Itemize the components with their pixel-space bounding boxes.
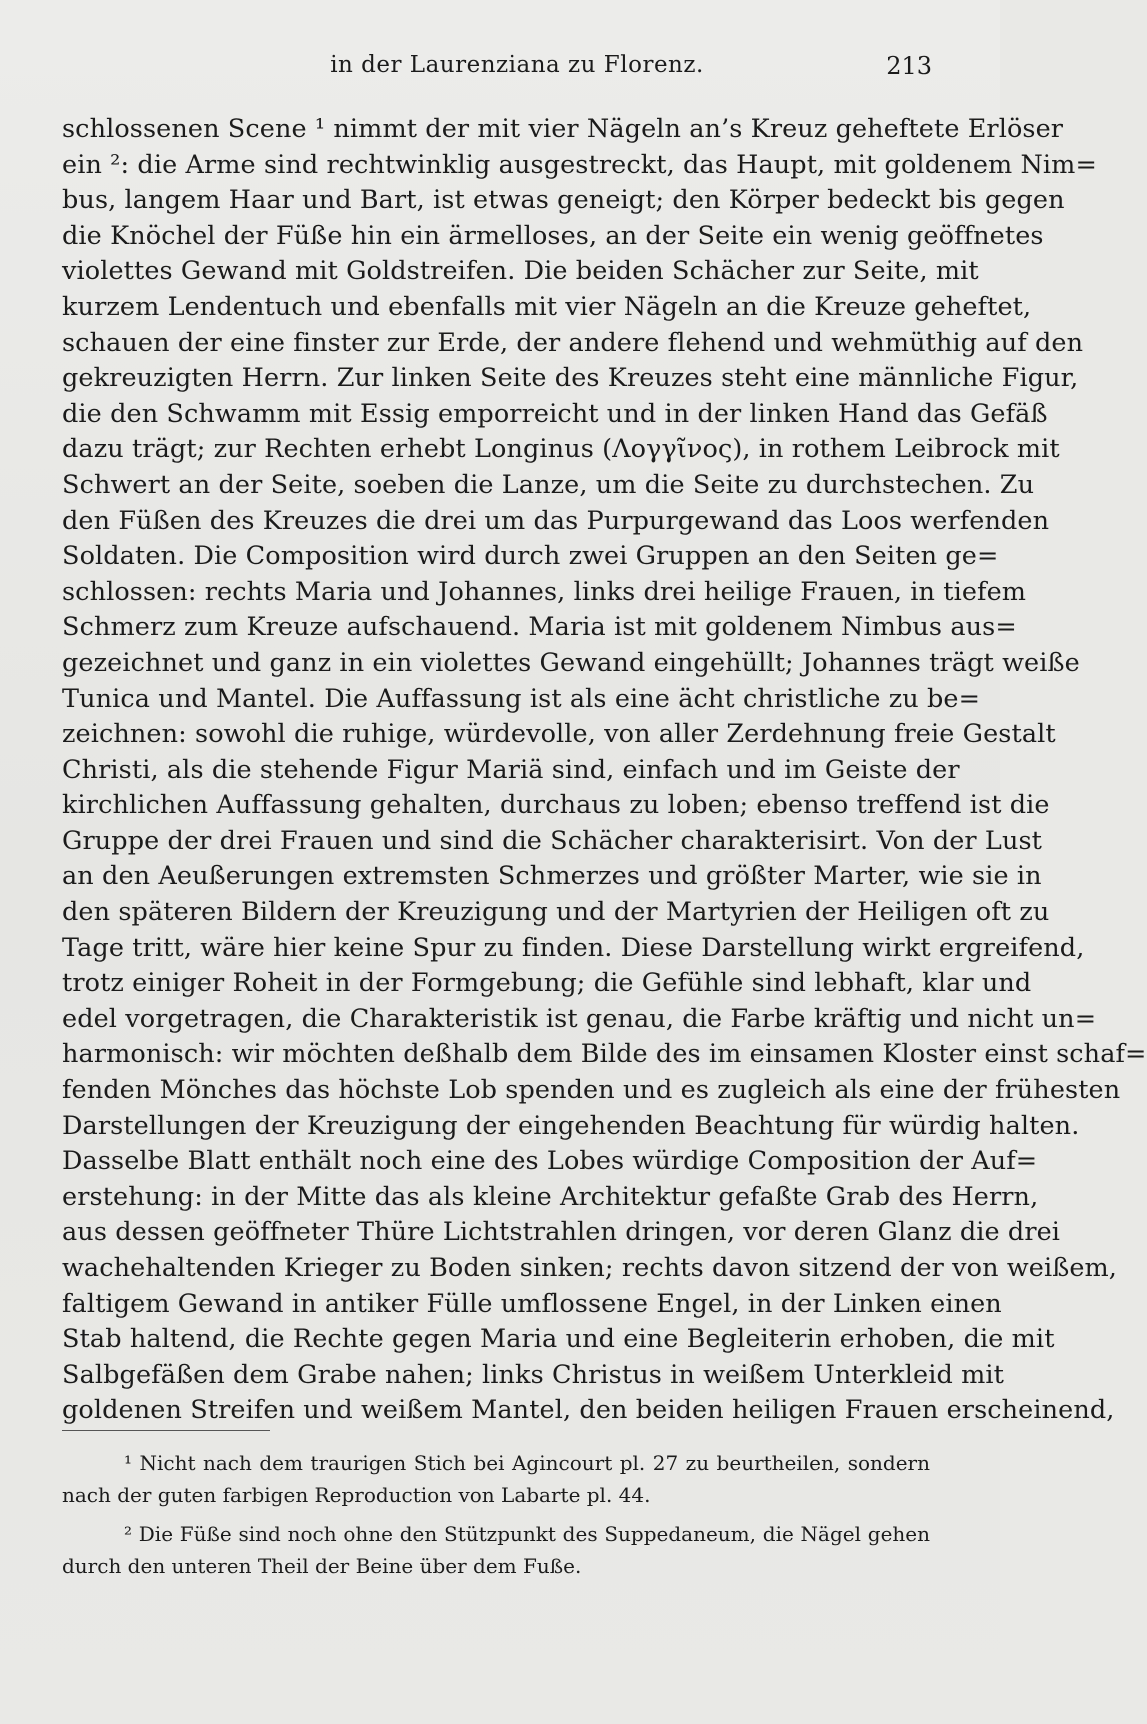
text-line: Tage tritt, wäre hier keine Spur zu finden. Diese Darstellung wirkt ergreifend,: [62, 932, 1085, 963]
footnote-line: nach der guten farbigen Reproduction von Labarte pl. 44.: [62, 1482, 651, 1507]
text-line: harmonisch: wir möchten deßhalb dem Bilde des im einsamen Kloster einst schaf=: [62, 1039, 1147, 1070]
running-title: in der Laurenziana zu Florenz.: [330, 52, 704, 78]
text-line: zeichnen: sowohl die ruhige, würdevolle, von aller Zerdehnung freie Gestalt: [62, 719, 1056, 750]
text-line: bus, langem Haar und Bart, ist etwas geneigt; den Körper bedeckt bis gegen: [62, 185, 1065, 216]
text-line: gekreuzigten Herrn. Zur linken Seite des Kreuzes steht eine männliche Figur,: [62, 363, 1079, 394]
text-line: violettes Gewand mit Goldstreifen. Die beiden Schächer zur Seite, mit: [62, 256, 979, 287]
text-line: den Füßen des Kreuzes die drei um das Purpurgewand das Loos werfenden: [62, 505, 1050, 536]
text-line: ein ²: die Arme sind rechtwinklig ausgestreckt, das Haupt, mit goldenem Nim=: [62, 149, 1097, 180]
text-line: kurzem Lendentuch und ebenfalls mit vier Nägeln an die Kreuze geheftet,: [62, 291, 1032, 322]
footnotes: [62, 1448, 930, 1582]
text-line: den späteren Bildern der Kreuzigung und der Martyrien der Heiligen oft zu: [62, 897, 1050, 928]
body-text: [62, 112, 1147, 1429]
text-line: Schmerz zum Kreuze aufschauend. Maria ist mit goldenem Nimbus aus=: [62, 612, 1017, 643]
text-line: fenden Mönches das höchste Lob spenden und es zugleich als eine der frühesten: [62, 1075, 1121, 1106]
text-line: trotz einiger Roheit in der Formgebung; die Gefühle sind lebhaft, klar und: [62, 968, 1032, 999]
text-line: Schwert an der Seite, soeben die Lanze, um die Seite zu durchstechen. Zu: [62, 469, 1035, 500]
text-line: goldenen Streifen und weißem Mantel, den beiden heiligen Frauen erscheinend,: [62, 1395, 1115, 1426]
text-line: Tunica und Mantel. Die Auffassung ist als eine ächt christliche zu be=: [62, 683, 981, 714]
text-line: gezeichnet und ganz in ein violettes Gewand eingehüllt; Johannes trägt weiße: [62, 647, 1080, 678]
running-head: [62, 52, 932, 88]
text-line: die den Schwamm mit Essig emporreicht und in der linken Hand das Gefäß: [62, 398, 1048, 429]
text-line: Dasselbe Blatt enthält noch eine des Lobes würdige Composition der Auf=: [62, 1146, 1038, 1177]
footnote-line: durch den unteren Theil der Beine über dem Fuße.: [62, 1553, 582, 1578]
footnote-gap: [62, 1511, 930, 1519]
text-line: Soldaten. Die Composition wird durch zwei Gruppen an den Seiten ge=: [62, 541, 999, 572]
footnote-line: ² Die Füße sind noch ohne den Stützpunkt des Suppedaneum, die Nägel gehen: [124, 1522, 930, 1546]
text-line: Darstellungen der Kreuzigung der eingehenden Beachtung für würdig halten.: [62, 1110, 1080, 1141]
text-line: dazu trägt; zur Rechten erhebt Longinus (Λογγῖνος), in rothem Leibrock mit: [62, 434, 1060, 465]
text-line: faltigem Gewand in antiker Fülle umflossene Engel, in der Linken einen: [62, 1288, 1002, 1319]
text-line: edel vorgetragen, die Charakteristik ist genau, die Farbe kräftig und nicht un=: [62, 1003, 1097, 1034]
text-line: aus dessen geöffneter Thüre Lichtstrahlen dringen, vor deren Glanz die drei: [62, 1217, 1061, 1248]
text-line: Stab haltend, die Rechte gegen Maria und eine Begleiterin erhoben, die mit: [62, 1324, 1055, 1355]
text-line: die Knöchel der Füße hin ein ärmelloses, an der Seite ein wenig geöffnetes: [62, 220, 1044, 251]
footnote-divider: [62, 1430, 270, 1431]
text-line: Gruppe der drei Frauen und sind die Schächer charakterisirt. Von der Lust: [62, 825, 1043, 856]
text-line: an den Aeußerungen extremsten Schmerzes und größter Marter, wie sie in: [62, 861, 1042, 892]
text-line: erstehung: in der Mitte das als kleine Architektur gefaßte Grab des Herrn,: [62, 1181, 1039, 1212]
text-line: wachehaltenden Krieger zu Boden sinken; rechts davon sitzend der von weißem,: [62, 1253, 1118, 1283]
text-line: schlossen: rechts Maria und Johannes, links drei heilige Frauen, in tiefem: [62, 576, 1027, 607]
text-line: schlossenen Scene ¹ nimmt der mit vier Nägeln an’s Kreuz geheftete Erlöser: [62, 114, 1064, 144]
text-line: Salbgefäßen dem Grabe nahen; links Christus in weißem Unterkleid mit: [62, 1359, 1004, 1390]
text-line: kirchlichen Auffassung gehalten, durchaus zu loben; ebenso treffend ist die: [62, 790, 1050, 821]
text-line: Christi, als die stehende Figur Mariä sind, einfach und im Geiste der: [62, 754, 960, 785]
page-number: 213: [886, 52, 932, 80]
footnote-line: ¹ Nicht nach dem traurigen Stich bei Agincourt pl. 27 zu beurtheilen, sondern: [124, 1451, 930, 1475]
text-line: schauen der eine finster zur Erde, der andere flehend und wehmüthig auf den: [62, 327, 1084, 358]
